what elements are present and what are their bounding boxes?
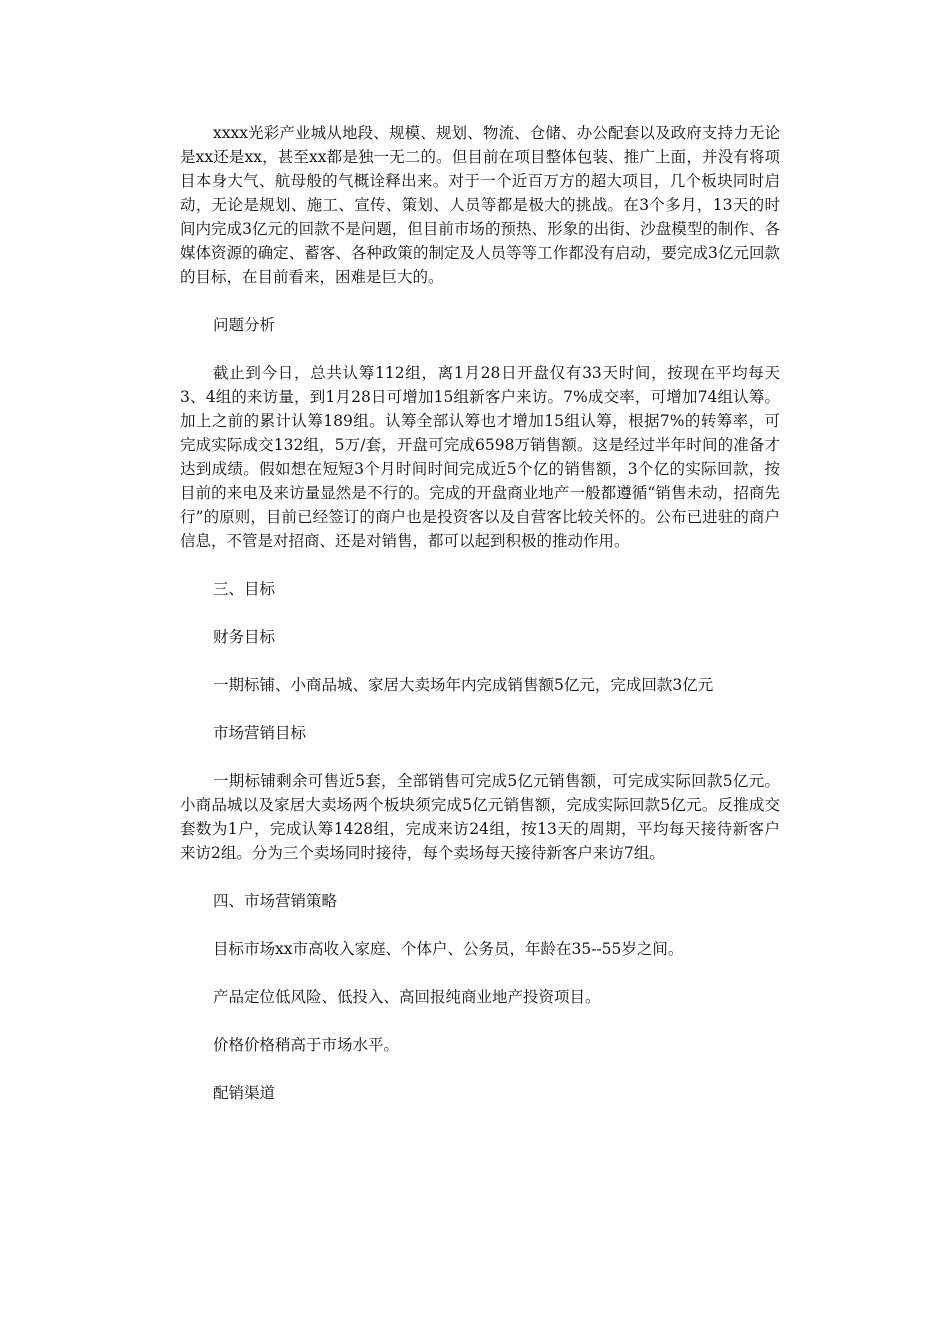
marketing-goals-paragraph: 一期标铺剩余可售近5套，全部销售可完成5亿元销售额，可完成实际回款5亿元。小商品城以及家居大卖场两个板块须完成5亿元销售额，完成实际回款5亿元。反推成交套数为1户，完成认筹1428组，完成来访24组，按13天的周期，平均每天接待新客户来访2组。分为三个卖场同时接待，每个卖场每天接待新客户来访7组。 — [180, 772, 780, 862]
target-market-paragraph: 目标市场xx市高收入家庭、个体户、公务员，年龄在35--55岁之间。 — [213, 940, 684, 958]
pricing-paragraph: 价格价格稍高于市场水平。 — [213, 1036, 400, 1054]
intro-paragraph: xxxx光彩产业城从地段、规模、规划、物流、仓储、办公配套以及政府支持力无论是xx还是xx，甚至xx都是独一无二的。但目前在项目整体包装、推广上面，并没有将项目本身大气、航母般的气概诠释出来。对于一个近百万方的超大项目，几个板块同时启动，无论是规划、施工、宣传、策划、人员等都是极大的挑战。在3个多月，13天的时间内完成3亿元的回款不是问题，但目前市场的预热、形象的出街、沙盘模型的制作、各媒体资源的确定、蓄客、各种政策的制定及人员等等工作都没有启动，要完成3亿元回款的目标，在目前看来，困难是巨大的。 — [180, 124, 780, 286]
section-heading-problem-analysis: 问题分析 — [213, 316, 276, 334]
subheading-financial-goals: 财务目标 — [213, 628, 276, 646]
financial-goals-paragraph: 一期标铺、小商品城、家居大卖场年内完成销售额5亿元，完成回款3亿元 — [213, 676, 714, 694]
product-positioning-paragraph: 产品定位低风险、低投入、高回报纯商业地产投资项目。 — [213, 988, 601, 1006]
section-heading-goals: 三、目标 — [213, 580, 276, 598]
subheading-marketing-goals: 市场营销目标 — [213, 724, 307, 742]
section-heading-marketing-strategy: 四、市场营销策略 — [213, 892, 338, 910]
distribution-channel-heading: 配销渠道 — [213, 1084, 276, 1102]
problem-analysis-paragraph: 截止到今日，总共认筹112组，离1月28日开盘仅有33天时间，按现在平均每天3、4组的来访量，到1月28日可增加15组新客户来访。7%成交率，可增加74组认筹。加上之前的累计认筹189组。认筹全部认筹也才增加15组认筹，根据7%的转筹率，可完成实际成交132组，5万/套，开盘可完成6598万销售额。这是经过半年时间的准备才达到成绩。假如想在短短3个月时间时间完成近5个亿的销售额，3个亿的实际回款，按目前的来电及来访量显然是不行的。完成的开盘商业地产一般都遵循“销售未动，招商先行”的原则，目前已经签订的商户也是投资客以及自营客比较关怀的。公布已进驻的商户信息，不管是对招商、还是对销售，都可以起到积极的推动作用。 — [180, 364, 780, 550]
document-body — [180, 121, 780, 1105]
